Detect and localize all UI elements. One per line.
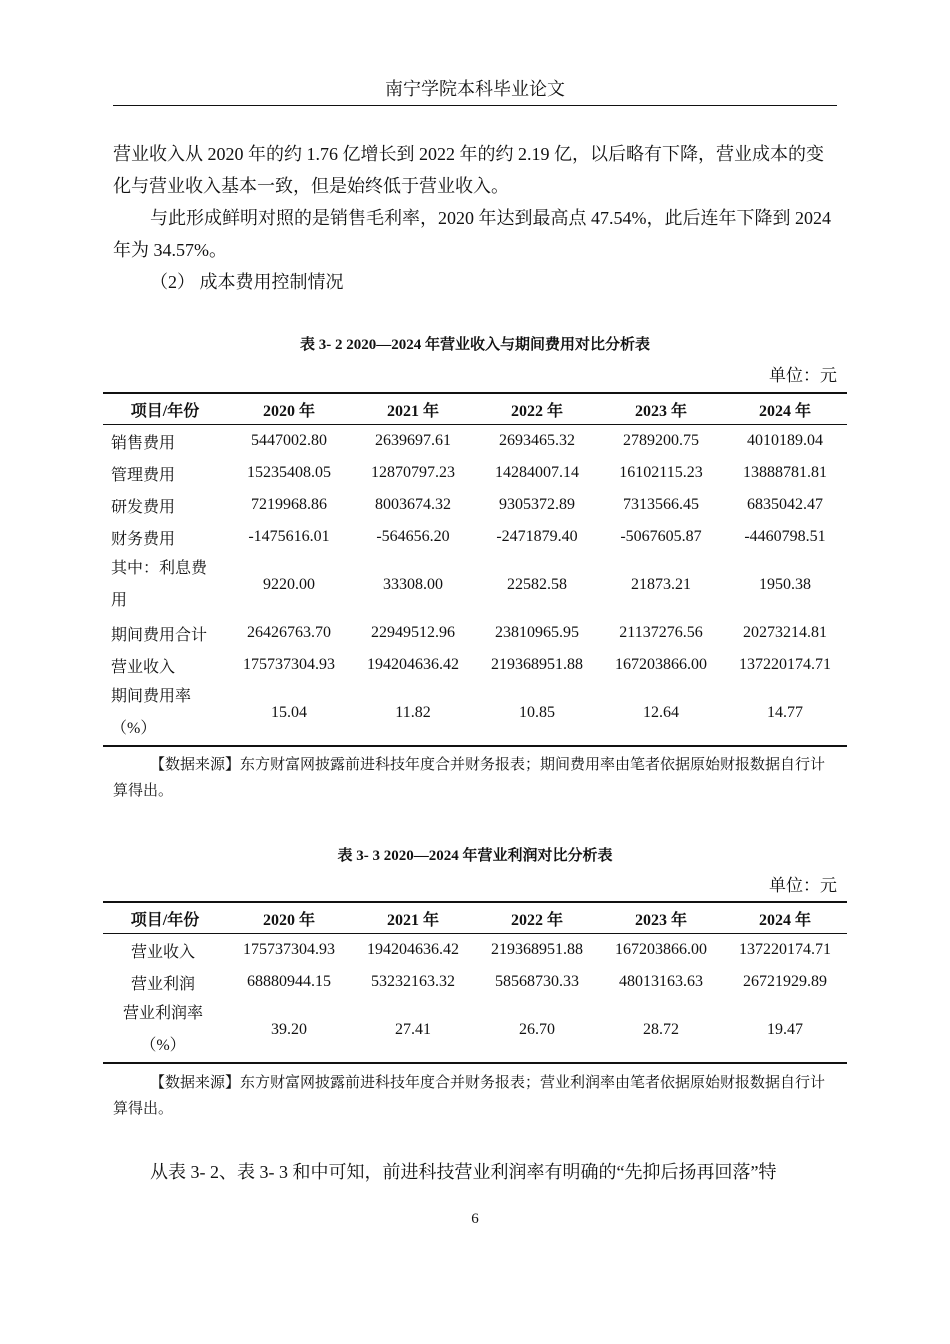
column-header: 2022 年 [475, 393, 599, 425]
table-cell: 19.47 [723, 998, 847, 1063]
table-cell: -1475616.01 [248, 528, 330, 545]
table-cell: 27.41 [351, 998, 475, 1063]
table1-unit: 单位：元 [769, 366, 837, 385]
table-header-row [103, 902, 847, 934]
table-row [103, 521, 847, 553]
column-header: 2023 年 [599, 393, 723, 425]
table-cell: 175737304.93 [243, 941, 335, 958]
table-cell: 21137276.56 [619, 624, 703, 641]
column-header: 2024 年 [723, 902, 847, 934]
column-header: 2020 年 [227, 902, 351, 934]
paragraph-revenue-trend: 营业收入从 2020 年的约 1.76 亿增长到 2022 年的约 2.19 亿，以后略有下降，营业成本的变化与营业收入基本一致，但是始终低于营业收入。 [113, 144, 824, 196]
column-header: 2024 年 [723, 393, 847, 425]
paragraph-conclusion: 从表 3- 2、表 3- 3 和中可知，前进科技营业利润率有明确的“先抑后扬再回落”特 [150, 1162, 777, 1182]
page-header: 南宁学院本科毕业论文 [113, 76, 837, 106]
table-cell: 137220174.71 [739, 656, 831, 673]
row-label-line: 营业利润率 [122, 1005, 203, 1022]
table-row [103, 553, 847, 617]
table-expense-analysis [103, 392, 847, 747]
column-header: 2022 年 [475, 902, 599, 934]
table-cell: 175737304.93 [243, 656, 335, 673]
row-label-line: 其中：利息费 [111, 560, 208, 577]
table-cell: 2693465.32 [499, 432, 575, 449]
table-cell: 13888781.81 [743, 464, 827, 481]
table-cell: 219368951.88 [491, 941, 583, 958]
row-label-line: （%） [140, 1037, 186, 1054]
table-row [103, 681, 847, 746]
table-cell: 26721929.89 [743, 973, 827, 990]
table-cell: 167203866.00 [615, 941, 707, 958]
table1-caption: 表 3- 2 2020—2024 年营业收入与期间费用对比分析表 [300, 337, 650, 353]
row-label [103, 681, 227, 746]
row-label [103, 553, 227, 617]
table-cell: 53232163.32 [371, 973, 455, 990]
table-cell: 12870797.23 [371, 464, 455, 481]
table-row [103, 649, 847, 681]
row-label: 期间费用合计 [111, 626, 208, 644]
row-label: 营业收入 [130, 943, 195, 961]
row-label-line: 期间费用率 [111, 688, 192, 705]
row-label: 财务费用 [111, 530, 176, 548]
table-cell: 2639697.61 [375, 432, 451, 449]
table2-unit: 单位：元 [769, 876, 837, 895]
table-cell: 23810965.95 [495, 624, 579, 641]
row-label: 管理费用 [111, 466, 176, 484]
column-header: 2020 年 [227, 393, 351, 425]
table-row [103, 966, 847, 998]
table-cell: 28.72 [599, 998, 723, 1063]
table-cell: 137220174.71 [739, 941, 831, 958]
table2-caption: 表 3- 3 2020—2024 年营业利润对比分析表 [337, 848, 613, 864]
table1-source-note: 【数据来源】东方财富网披露前进科技年度合并财务报表；期间费用率由笔者依据原始财报数据自行计算得出。 [113, 757, 826, 799]
table-cell: 14284007.14 [495, 464, 579, 481]
table-cell: 1950.38 [759, 576, 811, 593]
row-label: 研发费用 [111, 498, 176, 516]
table-cell: 219368951.88 [491, 656, 583, 673]
table-cell: 14.77 [723, 681, 847, 746]
table-row [103, 457, 847, 489]
table-row [103, 934, 847, 967]
table-cell: 58568730.33 [495, 973, 579, 990]
row-label-line: （%） [111, 720, 157, 737]
table-cell: 20273214.81 [743, 624, 827, 641]
column-header: 2021 年 [351, 902, 475, 934]
table-row [103, 998, 847, 1063]
table-cell: -4460798.51 [744, 528, 826, 545]
row-label-line: 用 [111, 592, 128, 609]
row-label [103, 998, 227, 1063]
column-header: 项目/年份 [103, 393, 227, 425]
table-cell: 48013163.63 [619, 973, 703, 990]
table-cell: 11.82 [351, 681, 475, 746]
table-header-row [103, 393, 847, 425]
row-label: 营业收入 [111, 658, 176, 676]
table-cell: 2789200.75 [623, 432, 699, 449]
table-cell: 39.20 [227, 998, 351, 1063]
table-row [103, 489, 847, 521]
column-header: 2021 年 [351, 393, 475, 425]
table-cell: 8003674.32 [375, 496, 451, 513]
table-cell: 6835042.47 [747, 496, 823, 513]
table-cell: 15.04 [227, 681, 351, 746]
table-cell: -2471879.40 [496, 528, 578, 545]
table-cell: 7219968.86 [251, 496, 327, 513]
table-row [103, 425, 847, 458]
table-cell: 5447002.80 [251, 432, 327, 449]
page-number: 6 [471, 1211, 479, 1227]
table-cell: 9305372.89 [499, 496, 575, 513]
table-cell: 15235408.05 [247, 464, 331, 481]
table-cell: 68880944.15 [247, 973, 331, 990]
table2-source-note: 【数据来源】东方财富网披露前进科技年度合并财务报表；营业利润率由笔者依据原始财报数据自行计算得出。 [113, 1075, 826, 1117]
table-cell: 21873.21 [631, 576, 691, 593]
table-profit-analysis [103, 901, 847, 1064]
table-row [103, 617, 847, 649]
table-cell: 9220.00 [263, 576, 315, 593]
table-cell: 194204636.42 [367, 941, 459, 958]
table-cell: 7313566.45 [623, 496, 699, 513]
table-cell: 22582.58 [507, 576, 567, 593]
table-cell: 16102115.23 [619, 464, 703, 481]
table-cell: 26.70 [475, 998, 599, 1063]
table-cell: -564656.20 [376, 528, 450, 545]
table-cell: -5067605.87 [620, 528, 702, 545]
paragraph-gross-margin: 与此形成鲜明对照的是销售毛利率，2020 年达到最高点 47.54%，此后连年下降到 2024 年为 34.57%。 [113, 208, 831, 260]
table-cell: 4010189.04 [747, 432, 823, 449]
table-cell: 12.64 [599, 681, 723, 746]
table-cell: 33308.00 [383, 576, 443, 593]
table-cell: 194204636.42 [367, 656, 459, 673]
row-label: 销售费用 [111, 434, 176, 452]
row-label: 营业利润 [130, 975, 195, 993]
section-heading-cost-control: （2） 成本费用控制情况 [150, 272, 344, 292]
column-header: 2023 年 [599, 902, 723, 934]
column-header: 项目/年份 [103, 902, 227, 934]
table-cell: 26426763.70 [247, 624, 331, 641]
table-cell: 10.85 [475, 681, 599, 746]
table-cell: 22949512.96 [371, 624, 455, 641]
table-cell: 167203866.00 [615, 656, 707, 673]
